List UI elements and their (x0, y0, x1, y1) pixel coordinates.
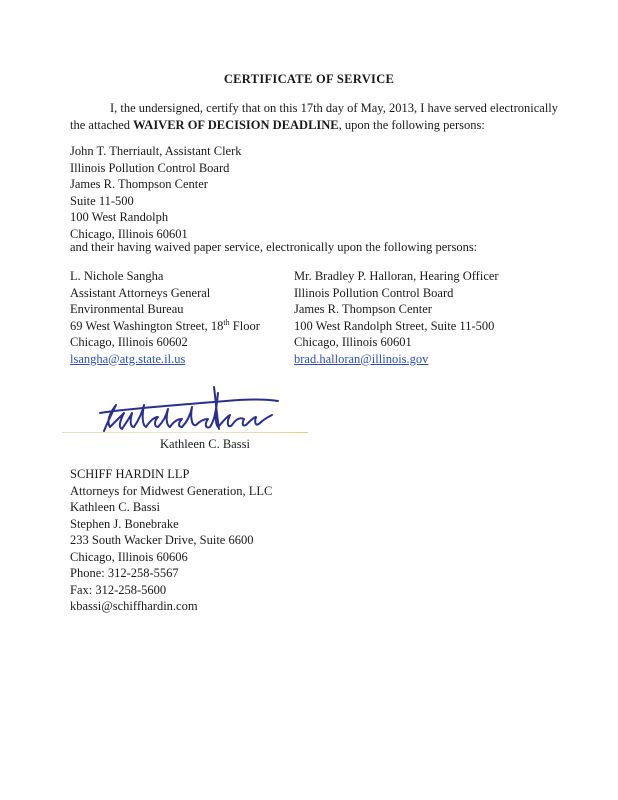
firm-block (70, 466, 272, 615)
service-line: 100 West Randolph (70, 210, 169, 224)
recipient-bureau: Environmental Bureau (70, 302, 184, 316)
signature-line (62, 432, 308, 433)
address-part: 69 West Washington Street, 18 (70, 318, 224, 333)
firm-email: kbassi@schiffhardin.com (70, 599, 198, 613)
firm-line: Phone: 312-258-5567 (70, 566, 179, 580)
recipient-board: Illinois Pollution Control Board (294, 285, 454, 300)
service-line: Chicago, Illinois 60601 (70, 226, 188, 241)
recipient-email-link[interactable]: brad.halloran@illinois.gov (294, 351, 429, 366)
recipient-center: James R. Thompson Center (294, 302, 432, 316)
recipient-name: L. Nichole Sangha (70, 269, 164, 283)
recipient-city: Chicago, Illinois 60602 (70, 335, 188, 349)
recipient-email-link[interactable]: lsangha@atg.state.il.us (70, 351, 186, 366)
intro-text-after: , upon the following persons: (338, 118, 485, 132)
firm-line: Fax: 312-258-5600 (70, 582, 167, 597)
recipient-name: Mr. Bradley P. Halloran, Hearing Officer (294, 269, 499, 283)
recipient-address: 100 West Randolph Street, Suite 11-500 (294, 318, 495, 333)
address-superscript: th (223, 317, 230, 327)
service-line: James R. Thompson Center (70, 177, 208, 191)
intro-paragraph (70, 100, 560, 134)
intro-text-before: I, the undersigned, certify that on this 17th day of May, 2013, I have served electronically the attached (70, 101, 559, 132)
firm-line: Stephen J. Bonebrake (70, 516, 179, 531)
recipient-left (70, 268, 260, 367)
address-part: Floor (229, 318, 260, 333)
firm-line: SCHIFF HARDIN LLP (70, 467, 190, 481)
firm-line: Kathleen C. Bassi (70, 500, 160, 514)
service-line: John T. Therriault, Assistant Clerk (70, 144, 242, 158)
recipient-city: Chicago, Illinois 60601 (294, 335, 412, 349)
recipient-address (70, 318, 260, 335)
waived-paragraph: and their having waived paper service, electronically upon the following persons: (70, 240, 478, 254)
document-name: WAIVER OF DECISION DEADLINE (133, 118, 339, 132)
handwritten-signature (96, 383, 296, 443)
firm-line: Chicago, Illinois 60606 (70, 549, 188, 564)
service-list (70, 143, 242, 242)
service-line: Illinois Pollution Control Board (70, 160, 230, 175)
firm-line: 233 South Wacker Drive, Suite 6600 (70, 533, 254, 547)
firm-line: Attorneys for Midwest Generation, LLC (70, 483, 273, 498)
signer-name: Kathleen C. Bassi (160, 437, 250, 451)
recipient-right (294, 268, 499, 367)
certificate-title: CERTIFICATE OF SERVICE (223, 72, 395, 86)
service-line: Suite 11-500 (70, 193, 134, 208)
recipient-title: Assistant Attorneys General (70, 285, 211, 300)
